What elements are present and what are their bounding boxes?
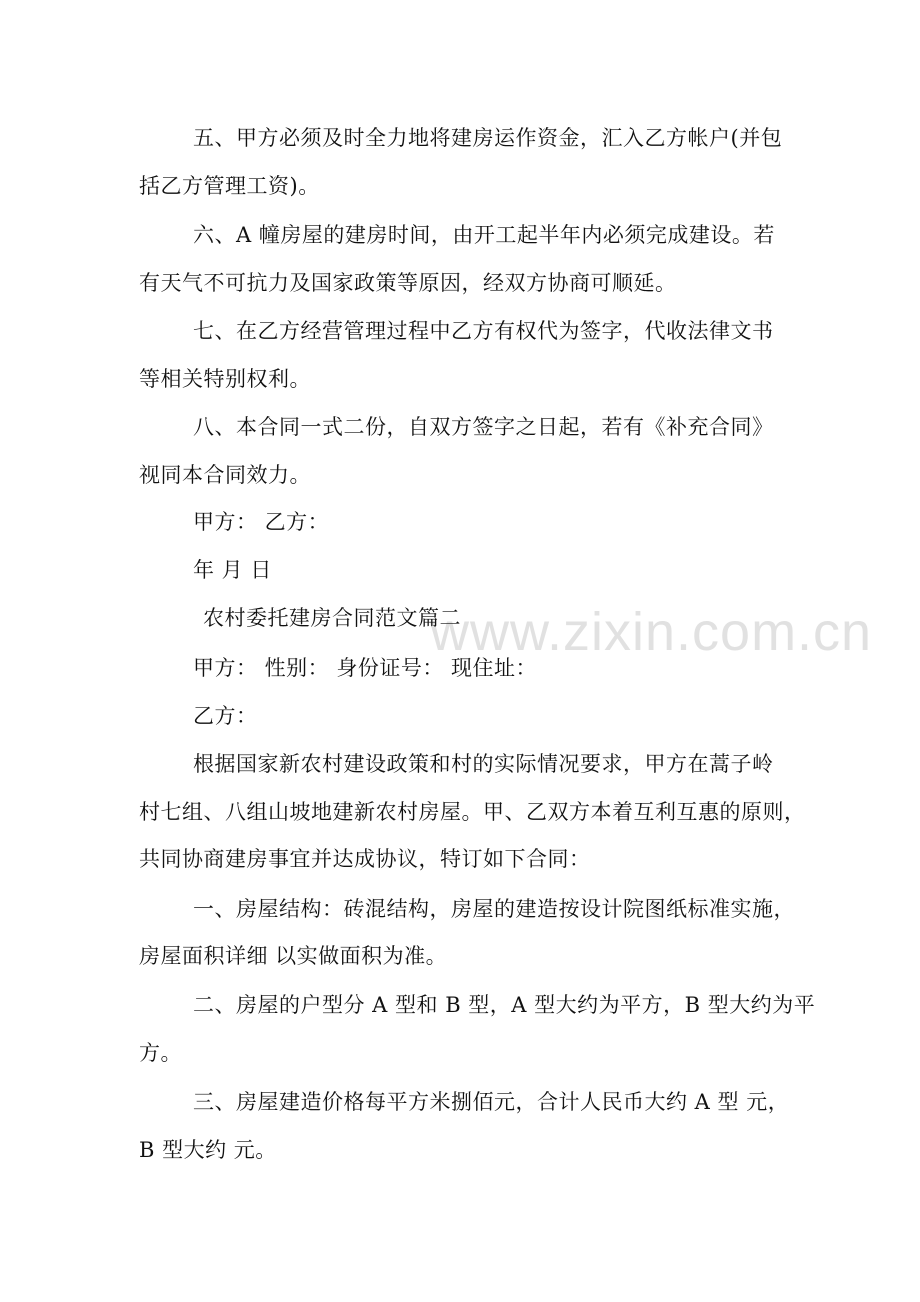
watermark: www.zixin.com.cn [430,602,873,662]
clause-8-line-1: 八、本合同一式二份，自双方签字之日起，若有《补充合同》 [193,415,774,439]
party-b-info: 乙方： [193,704,258,728]
clause-5-line-1: 五、甲方必须及时全力地将建房运作资金，汇入乙方帐户(并包 [193,126,783,150]
article-3-line-2: B 型大约 元。 [139,1138,277,1162]
party-a-info: 甲方： 性别： 身份证号： 现住址： [193,656,538,680]
article-1-line-1: 一、房屋结构：砖混结构，房屋的建造按设计院图纸标准实施， [193,897,795,921]
clause-6-line-2: 有天气不可抗力及国家政策等原因，经双方协商可顺延。 [139,271,677,295]
section-title: 农村委托建房合同范文篇二 [203,606,461,630]
preamble-line-3: 共同协商建房事宜并达成协议，特订如下合同： [139,847,591,871]
clause-6-line-1: 六、A 幢房屋的建房时间，由开工起半年内必须完成建设。若 [193,223,775,247]
article-2-line-2: 方。 [139,1041,182,1065]
clause-7-line-2: 等相关特别权利。 [139,367,311,391]
preamble-line-2: 村七组、八组山坡地建新农村房屋。甲、乙双方本着互利互惠的原则， [139,800,806,824]
article-3-line-1: 三、房屋建造价格每平方米捌佰元，合计人民币大约 A 型 元， [193,1090,790,1114]
clause-5-line-2: 括乙方管理工资)。 [139,174,320,198]
article-1-line-2: 房屋面积详细 以实做面积为准。 [139,944,448,968]
signature-date: 年 月 日 [193,558,272,582]
article-2-line-1: 二、房屋的户型分 A 型和 B 型，A 型大约为平方，B 型大约为平 [193,993,816,1017]
preamble-line-1: 根据国家新农村建设政策和村的实际情况要求，甲方在蒿子岭 [193,752,774,776]
clause-7-line-1: 七、在乙方经营管理过程中乙方有权代为签字，代收法律文书 [193,319,774,343]
clause-8-line-2: 视同本合同效力。 [139,463,311,487]
signature-parties: 甲方： 乙方： [193,510,330,534]
